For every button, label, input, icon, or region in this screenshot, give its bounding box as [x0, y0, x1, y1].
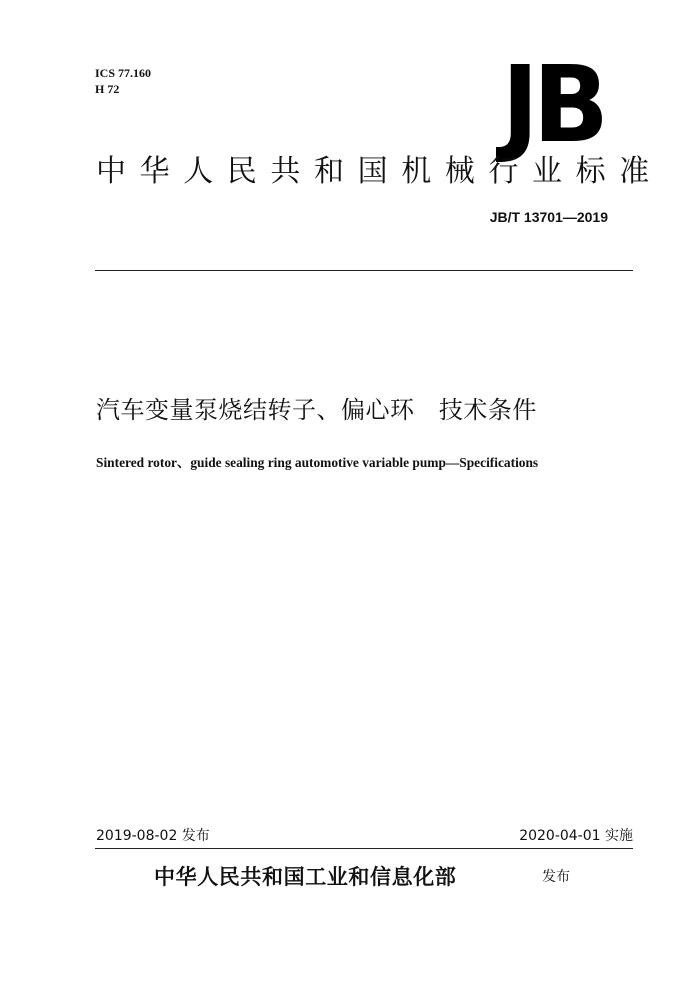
jb-logo: JB: [501, 43, 603, 166]
implementation-date: 2020-04-01 实施: [519, 828, 633, 844]
ics-code: ICS 77.160: [95, 66, 152, 80]
issue-date: 2019-08-02 发布: [96, 828, 210, 844]
standard-number: JB/T 13701—2019: [489, 209, 608, 225]
standard-body-title: 中华人民共和国机械行业标准: [96, 154, 663, 189]
document-title-english: Sintered rotor、guide sealing ring automotive variable pump—Specifications: [96, 455, 539, 470]
publisher-suffix: 发布: [542, 869, 570, 885]
document-title-chinese: 汽车变量泵烧结转子、偏心环 技术条件: [96, 396, 537, 424]
top-divider: [95, 270, 633, 271]
bottom-divider: [95, 848, 633, 849]
classification-code: H 72: [95, 82, 120, 96]
publisher-name: 中华人民共和国工业和信息化部: [154, 865, 457, 889]
